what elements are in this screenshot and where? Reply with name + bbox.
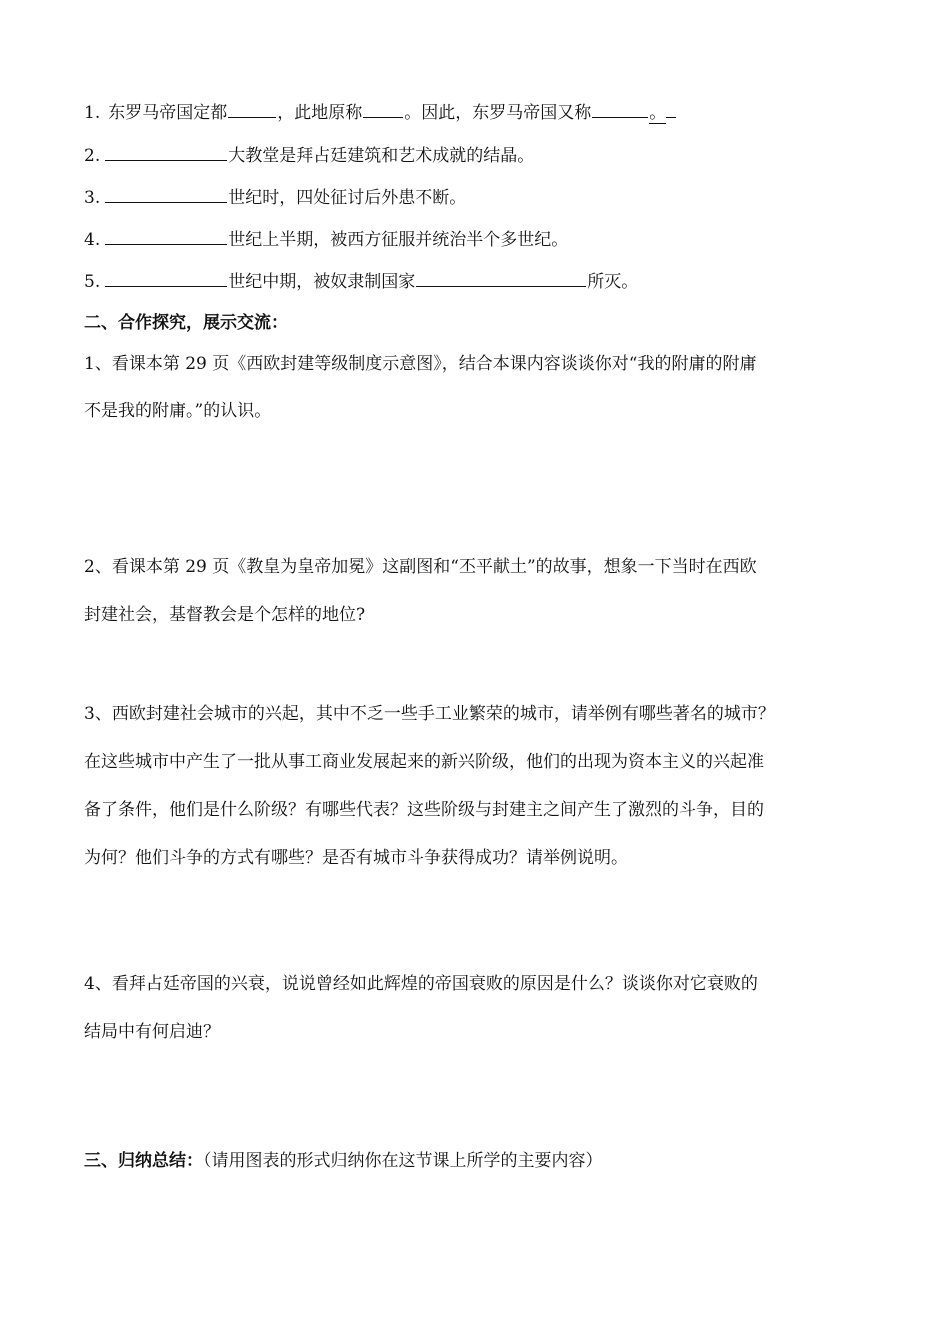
- inquiry-question-3-line-3: 备了条件，他们是什么阶级？有哪些代表？这些阶级与封建主之间产生了激烈的斗争，目的: [84, 800, 764, 820]
- inquiry-question-1-line-1: 1、看课本第 29 页《西欧封建等级制度示意图》，结合本课内容谈谈你对“我的附庸的附庸: [84, 354, 757, 374]
- question-text: 。因此，东罗马帝国又称: [404, 103, 592, 123]
- inquiry-question-2-line-2: 封建社会，基督教会是个怎样的地位?: [84, 605, 366, 625]
- inquiry-question-3-line-1: 3、西欧封建社会城市的兴起，其中不乏一些手工业繁荣的城市，请举例有哪些著名的城市？: [84, 704, 775, 724]
- fill-question-5: [84, 269, 884, 294]
- inquiry-question-3-line-2: 在这些城市中产生了一批从事工商业发展起来的新兴阶级，他们的出现为资本主义的兴起准: [84, 752, 764, 772]
- question-number: 1.: [84, 103, 101, 123]
- question-text: 世纪时，四处征讨后外患不断。: [228, 188, 467, 208]
- answer-blank[interactable]: [105, 227, 227, 245]
- section-heading: 二、合作探究，展示交流：: [84, 313, 288, 333]
- inquiry-question-4-line-1: 4、看拜占廷帝国的兴衰，说说曾经如此辉煌的帝国衰败的原因是什么？谈谈你对它衰败的: [84, 974, 758, 994]
- inquiry-question-4-line-2: 结局中有何启迪？: [84, 1022, 220, 1042]
- fill-question-4: [84, 227, 884, 252]
- answer-blank[interactable]: [228, 100, 276, 118]
- question-text: 东罗马帝国定都: [108, 103, 228, 123]
- inquiry-question-2-line-1: 2、看课本第 29 页《教皇为皇帝加冕》这副图和“丕平献土”的故事，想象一下当时在西欧: [84, 557, 757, 577]
- summary-section: [84, 1149, 884, 1173]
- question-number: 3.: [84, 188, 101, 208]
- question-text: 。: [649, 103, 667, 123]
- question-number: 4.: [84, 230, 101, 250]
- question-text: 世纪上半期，被西方征服并统治半个多世纪。: [228, 230, 569, 250]
- answer-blank-tail: [666, 100, 676, 118]
- question-text: ，此地原称: [277, 103, 363, 123]
- answer-blank[interactable]: [105, 143, 227, 161]
- question-number: 5.: [84, 272, 101, 292]
- inquiry-question-1-line-2: 不是我的附庸。”的认识。: [84, 401, 272, 421]
- question-text: 大教堂是拜占廷建筑和艺术成就的结晶。: [228, 146, 535, 166]
- section-heading: 三、归纳总结：: [84, 1151, 203, 1171]
- fill-question-2: [84, 143, 884, 168]
- answer-blank[interactable]: [363, 100, 403, 118]
- question-number: 2.: [84, 146, 101, 166]
- fill-question-3: [84, 185, 884, 210]
- inquiry-question-3-line-4: 为何？他们斗争的方式有哪些？是否有城市斗争获得成功？请举例说明。: [84, 848, 628, 868]
- answer-blank[interactable]: [416, 269, 586, 287]
- section-note: （请用图表的形式归纳你在这节课上所学的主要内容）: [203, 1151, 603, 1171]
- question-text: 世纪中期，被奴隶制国家: [228, 272, 416, 292]
- answer-blank[interactable]: [592, 100, 648, 118]
- answer-blank[interactable]: [105, 185, 227, 203]
- question-text: 所灭。: [587, 272, 639, 292]
- fill-question-1: [84, 100, 884, 125]
- answer-blank[interactable]: [105, 269, 227, 287]
